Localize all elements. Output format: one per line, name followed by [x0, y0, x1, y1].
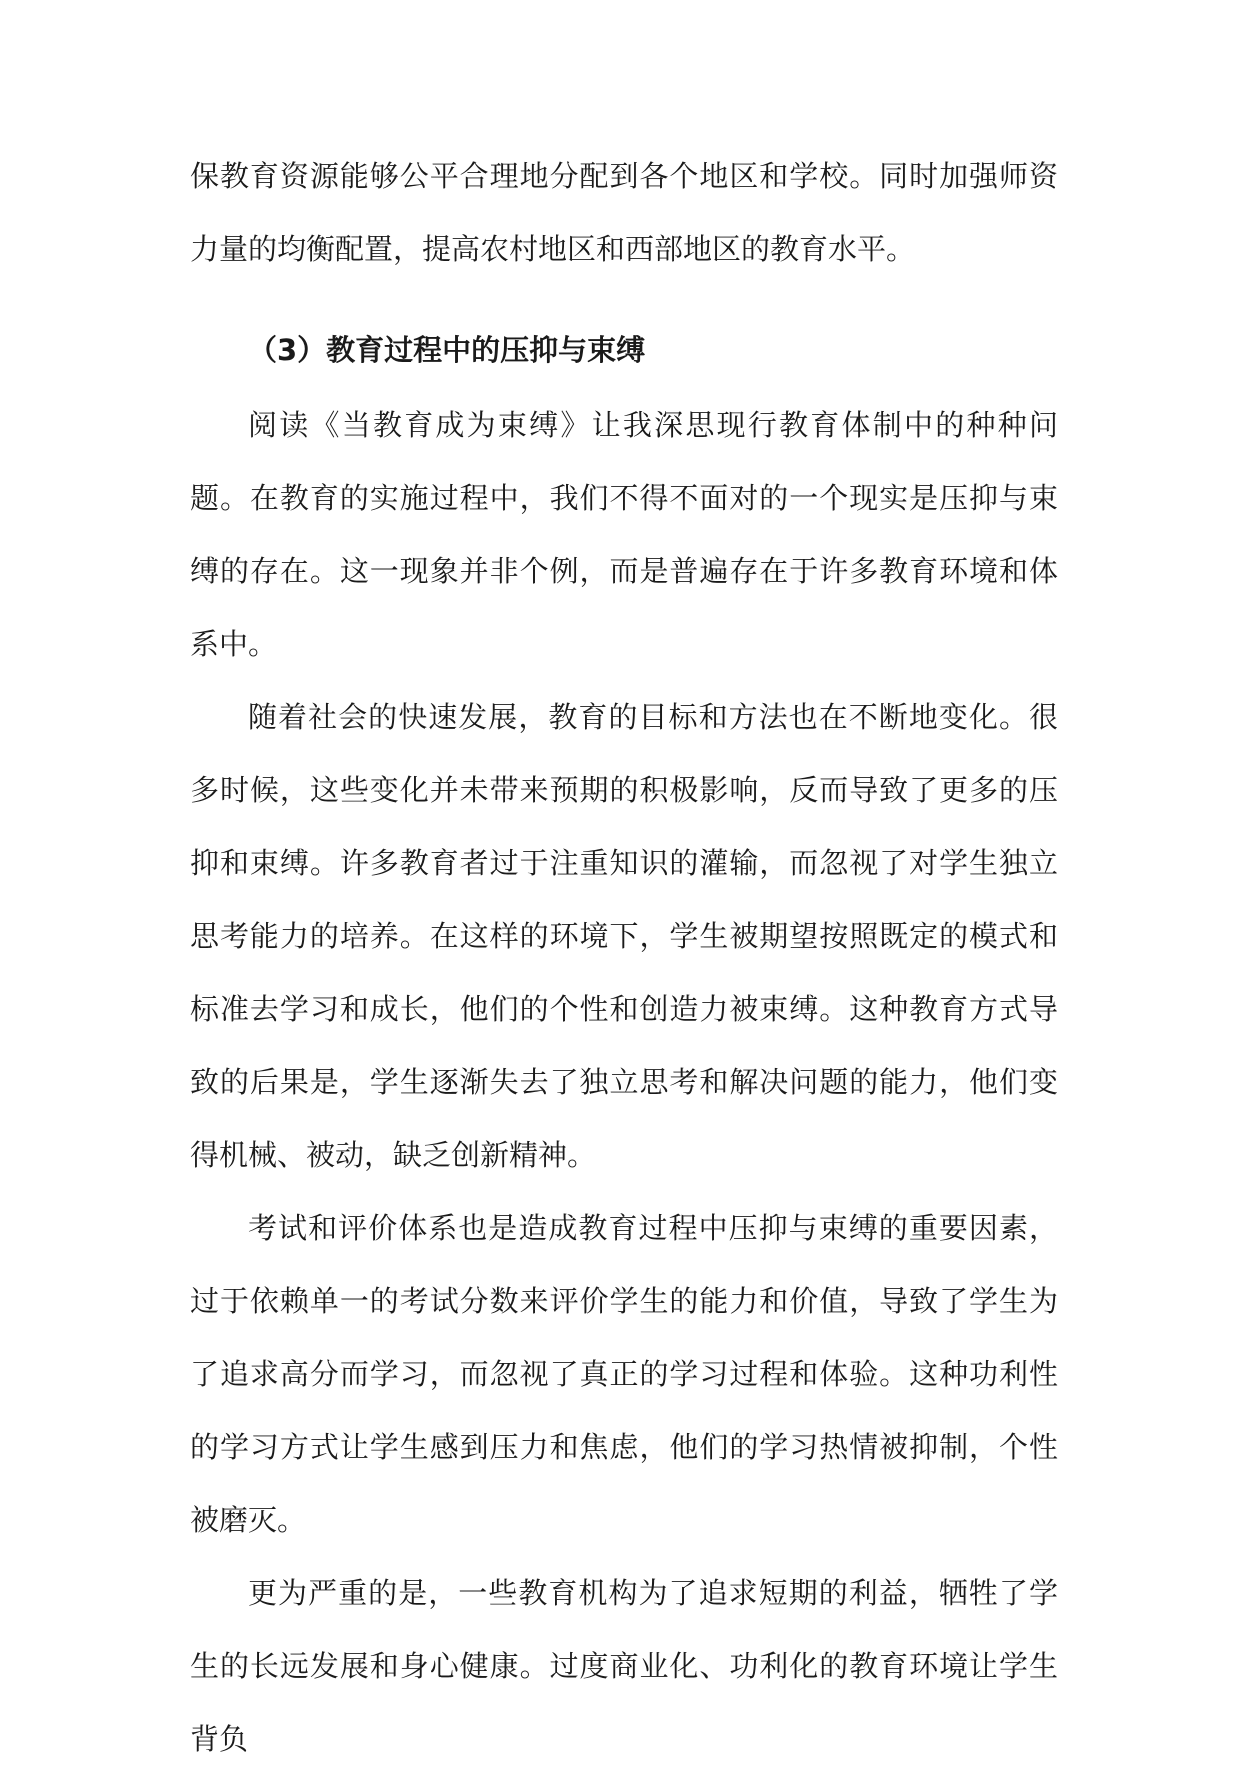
document-body — [190, 140, 1058, 1776]
paragraph: 更为严重的是，一些教育机构为了追求短期的利益，牺牲了学生的长远发展和身心健康。过度商业化、功利化的教育环境让学生背负 — [190, 1576, 1058, 1756]
section-heading: （3）教育过程中的压抑与束缚 — [248, 333, 646, 367]
paragraph-continuation: 保教育资源能够公平合理地分配到各个地区和学校。同时加强师资力量的均衡配置，提高农村地区和西部地区的教育水平。 — [190, 159, 1058, 266]
paragraph: 考试和评价体系也是造成教育过程中压抑与束缚的重要因素，过于依赖单一的考试分数来评价学生的能力和价值，导致了学生为了追求高分而学习，而忽视了真正的学习过程和体验。这种功利性的学习方式让学生感到压力和焦虑，他们的学习热情被抑制，个性被磨灭。 — [190, 1211, 1058, 1537]
paragraph: 阅读《当教育成为束缚》让我深思现行教育体制中的种种问题。在教育的实施过程中，我们不得不面对的一个现实是压抑与束缚的存在。这一现象并非个例，而是普遍存在于许多教育环境和体系中。 — [190, 408, 1058, 661]
paragraph: 随着社会的快速发展，教育的目标和方法也在不断地变化。很多时候，这些变化并未带来预期的积极影响，反而导致了更多的压抑和束缚。许多教育者过于注重知识的灌输，而忽视了对学生独立思考能力的培养。在这样的环境下，学生被期望按照既定的模式和标准去学习和成长，他们的个性和创造力被束缚。这种教育方式导致的后果是，学生逐渐失去了独立思考和解决问题的能力，他们变得机械、被动，缺乏创新精神。 — [190, 700, 1058, 1172]
